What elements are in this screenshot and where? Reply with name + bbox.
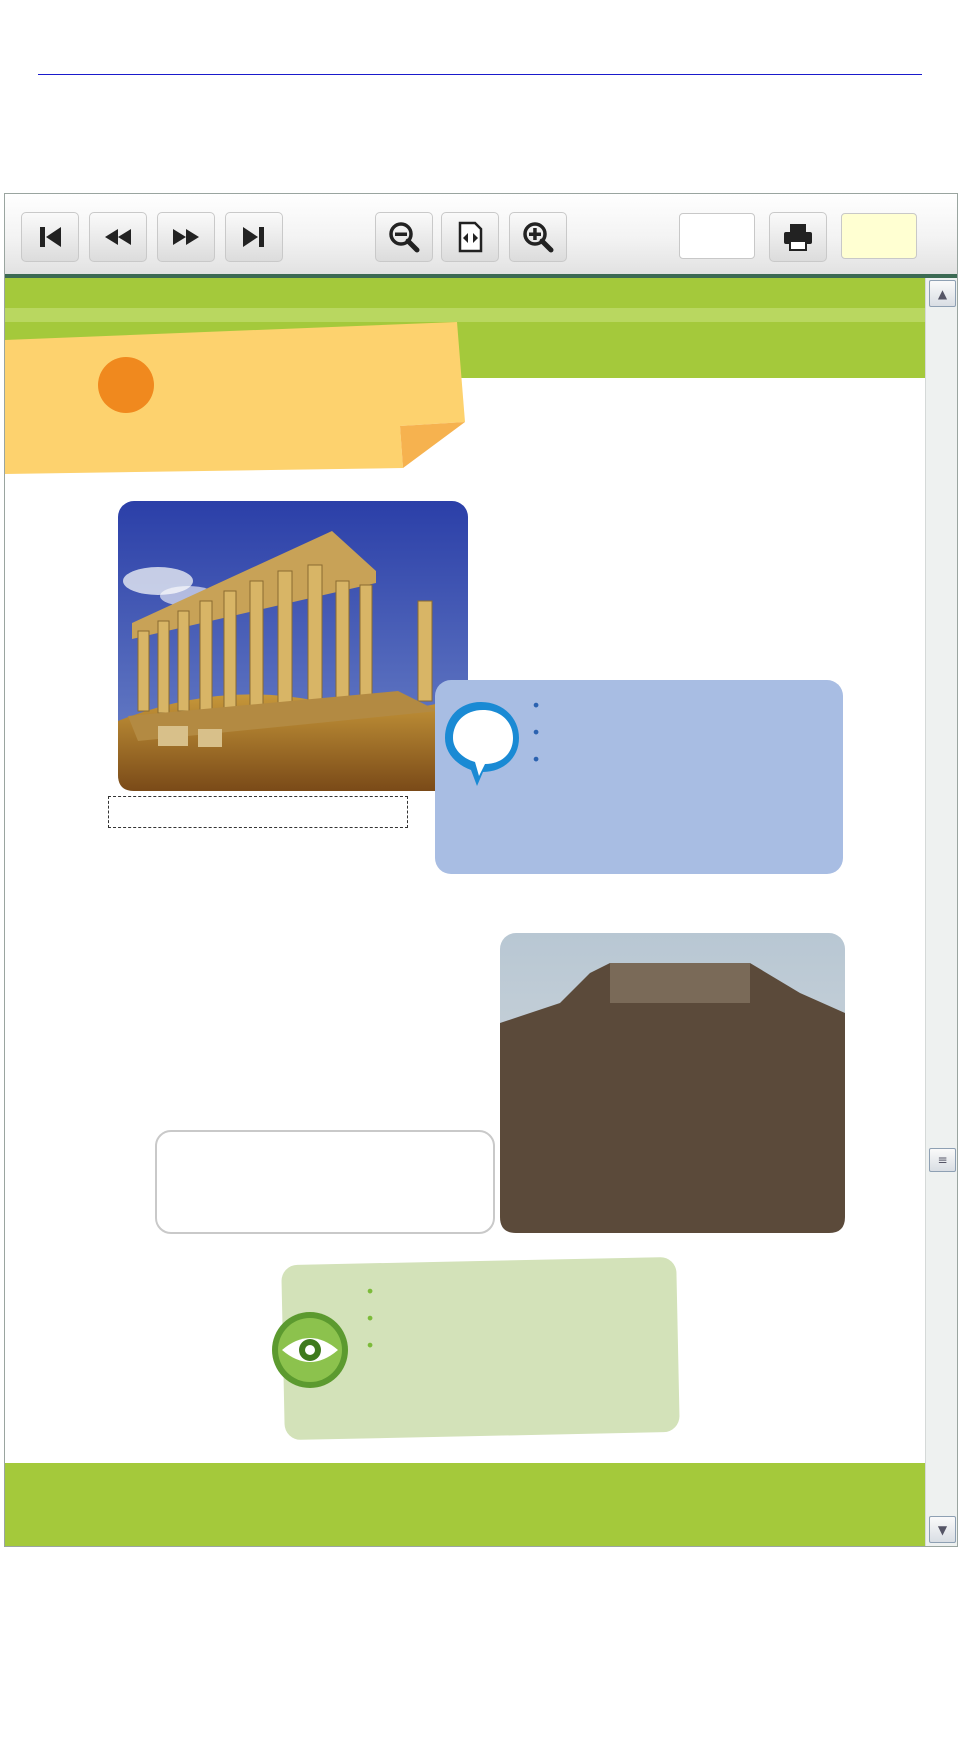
bullet-icon: • [533,722,540,742]
viewer-toolbar [5,194,957,278]
current-page-field[interactable] [679,213,755,259]
bullet-icon: • [533,695,540,715]
bullet-icon: • [367,1308,374,1328]
header-rule [38,74,922,75]
last-page-icon [237,220,271,254]
speech-bubble-icon [441,698,523,788]
bullet-icon: • [367,1281,374,1301]
grip-icon: ≡ [937,1153,948,1167]
zoom-out-button[interactable] [375,212,433,262]
fit-page-button[interactable] [441,212,499,262]
eye-icon [268,1308,352,1392]
temple-caption [108,796,408,828]
scroll-thumb[interactable] [929,1148,956,1172]
zoom-out-icon [387,220,421,254]
print-icon [781,220,815,254]
temple-photo [118,501,468,791]
print-button[interactable] [769,212,827,262]
scroll-up-button[interactable] [929,280,956,307]
lesson-title-tag [5,322,475,482]
chevron-down-icon: ▼ [937,1522,948,1537]
question-list [533,692,833,773]
next-page-button[interactable] [157,212,215,262]
castle-photo [500,933,845,1233]
last-page-button[interactable] [225,212,283,262]
bullet-icon: • [367,1335,374,1355]
chevron-up-icon: ▲ [937,286,948,301]
first-page-button[interactable] [21,212,79,262]
fit-page-icon [453,220,487,254]
rewind-icon [101,220,135,254]
imagine-text [367,1278,677,1359]
first-page-icon [33,220,67,254]
fast-forward-icon [169,220,203,254]
total-pages-field [841,213,917,259]
bullet-icon: • [533,749,540,769]
scroll-down-button[interactable] [929,1516,956,1543]
zoom-in-button[interactable] [509,212,567,262]
zoom-in-icon [521,220,555,254]
look-box [155,1130,495,1234]
bottom-green-band [5,1463,925,1546]
book-viewer [4,193,958,1547]
previous-page-button[interactable] [89,212,147,262]
book-page [5,278,925,1546]
vertical-scrollbar[interactable] [925,278,958,1546]
